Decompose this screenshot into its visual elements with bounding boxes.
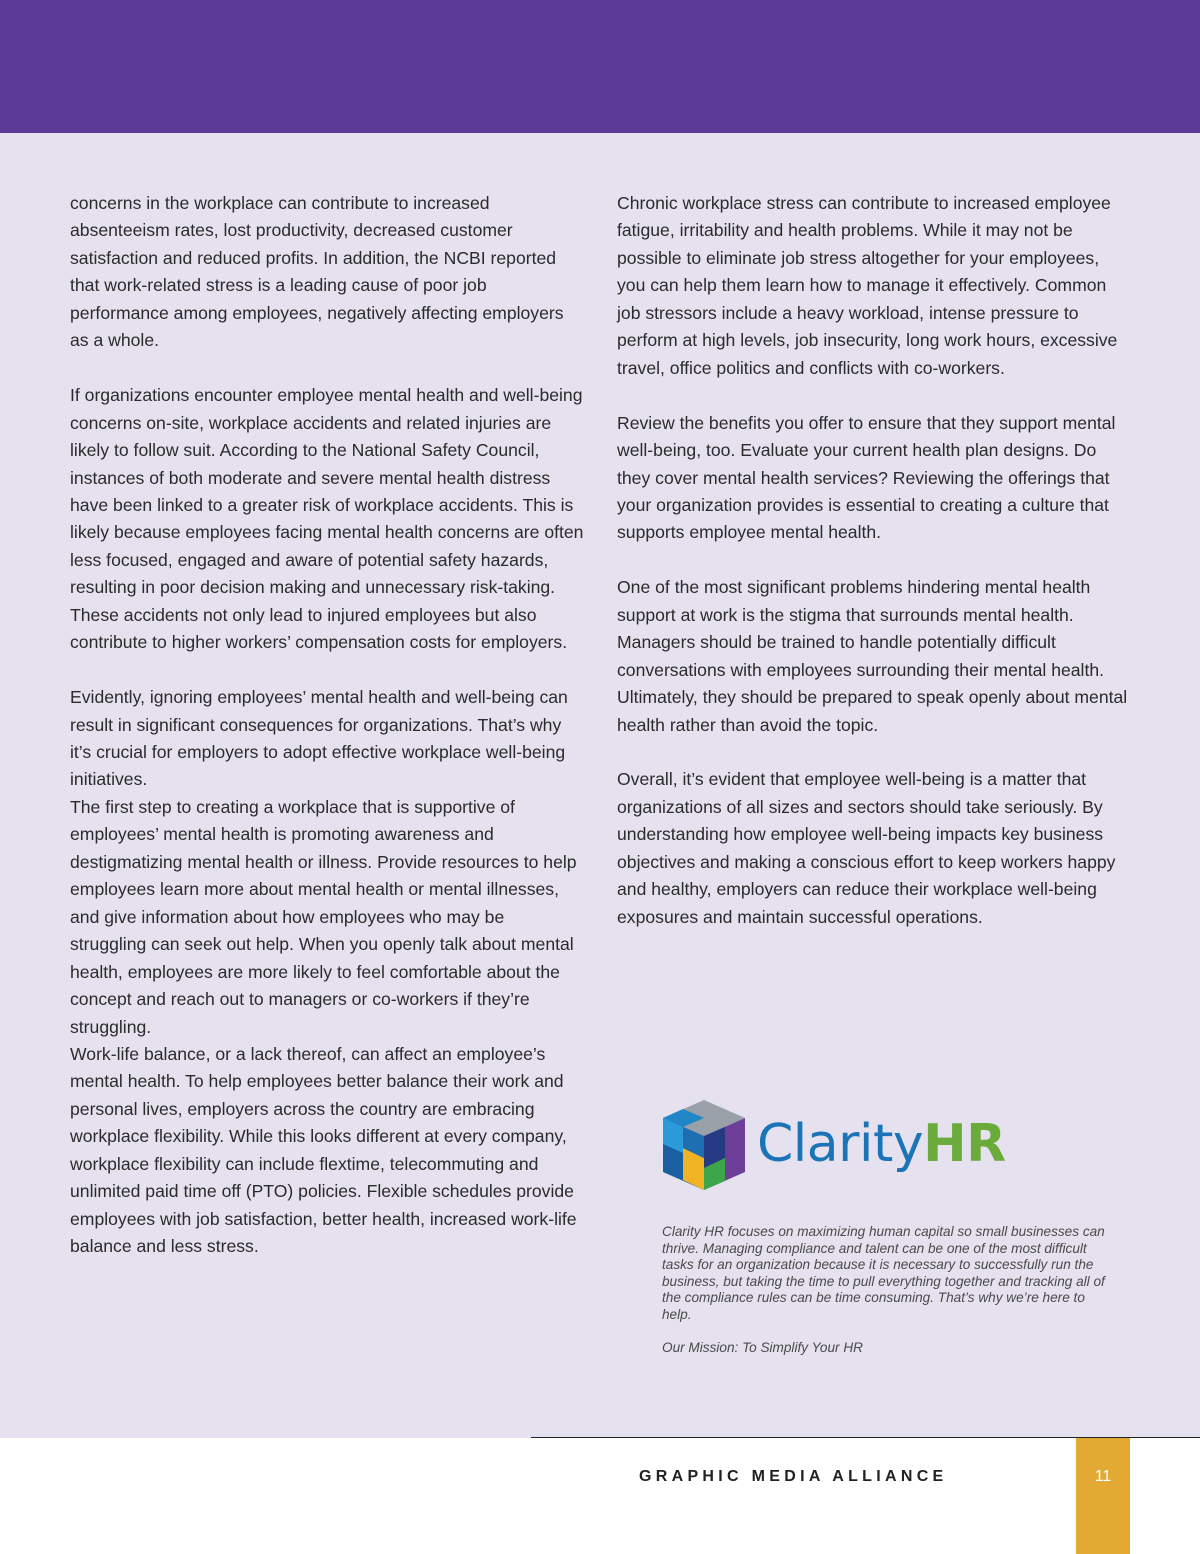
logo-wordmark xyxy=(757,1112,1006,1176)
page-number: 11 xyxy=(1094,1468,1112,1485)
left-paragraph-1: concerns in the workplace can contribute to increased absenteeism rates, lost productivity, decreased customer satisfaction and reduced profits. In addition, the NCBI reported that work-related stress is a leading cause of poor job performance among employees, negatively affecting employers as a whole. xyxy=(70,193,564,351)
cube-logo-icon xyxy=(661,1098,747,1194)
left-paragraph-5: Work-life balance, or a lack thereof, can affect an employee’s mental health. To help employees better balance their work and personal lives, employers across the country are embracing workplace flexibility. While this looks different at every company, workplace flexibility can include flextime, telecommuting and unlimited paid time off (PTO) policies. Flexible schedules provide employees with job satisfaction, better health, increased work-life balance and less stress. xyxy=(70,1044,577,1257)
right-paragraph-3: One of the most significant problems hindering mental health support at work is the stigma that surrounds mental health. Managers should be trained to handle potentially difficult conversations with employees surrounding their mental health. Ultimately, they should be prepared to speak openly about mental health rather than avoid the topic. xyxy=(617,577,1128,735)
header-band xyxy=(0,0,1200,133)
logo-word-hr: HR xyxy=(923,1114,1006,1174)
right-paragraph-2: Review the benefits you offer to ensure that they support mental well-being, too. Evaluate your current health plan designs. Do they cover mental health services? Reviewing the offerings that your organization provides is essential to creating a culture that supports employee mental health. xyxy=(617,412,1116,543)
left-paragraph-4: The first step to creating a workplace that is supportive of employees’ mental health is promoting awareness and destigmatizing mental health or illness. Provide resources to help employees learn more about mental health or mental illnesses, and give information about how employees who may be struggling can seek out help. When you openly talk about mental health, employees are more likely to feel comfortable about the concept and reach out to managers or co-workers if they’re struggling. xyxy=(70,796,577,1037)
left-paragraph-3: Evidently, ignoring employees’ mental health and well-being can result in significant consequences for organizations. That’s why it’s crucial for employers to adopt effective workplace well-being initiatives. xyxy=(70,687,568,790)
right-column xyxy=(617,190,1131,959)
right-paragraph-1: Chronic workplace stress can contribute to increased employee fatigue, irritability and health problems. While it may not be possible to eliminate job stress altogether for your employees, you can help them learn how to manage it effectively. Common job stressors include a heavy workload, intense pressure to perform at high levels, job insecurity, long work hours, excessive travel, office politics and conflicts with co-workers. xyxy=(617,193,1118,378)
sponsor-description: Clarity HR focuses on maximizing human capital so small businesses can thrive. Managing compliance and talent can be one of the most difficult tasks for an organization because it is necessary to successfully run the business, but taking the time to pull everything together and tracking all of the compliance rules can be time consuming. That’s why we’re here to help. xyxy=(662,1224,1105,1322)
left-column xyxy=(70,190,584,1288)
right-paragraph-4: Overall, it’s evident that employee well-being is a matter that organizations of all sizes and sectors should take seriously. By understanding how employee well-being impacts key business objectives and making a conscious effort to keep workers happy and healthy, employers can reduce their workplace well-being exposures and maintain successful operations. xyxy=(617,769,1116,927)
sponsor-blurb xyxy=(662,1224,1112,1373)
footer-brand: GRAPHIC MEDIA ALLIANCE xyxy=(639,1468,948,1485)
sponsor-mission: Our Mission: To Simplify Your HR xyxy=(662,1340,863,1356)
left-paragraph-2: If organizations encounter employee mental health and well-being concerns on-site, workplace accidents and related injuries are likely to follow suit. According to the National Safety Council, instances of both moderate and severe mental health distress have been linked to a greater risk of workplace accidents. This is likely because employees facing mental health concerns are often less focused, engaged and aware of potential safety hazards, resulting in poor decision making and unnecessary risk-taking. These accidents not only lead to injured employees but also contribute to higher workers’ compensation costs for employers. xyxy=(70,385,584,653)
clarity-hr-logo xyxy=(661,1098,1006,1194)
logo-word-clarity: Clarity xyxy=(757,1114,924,1174)
page-number-tab xyxy=(1076,1438,1130,1554)
